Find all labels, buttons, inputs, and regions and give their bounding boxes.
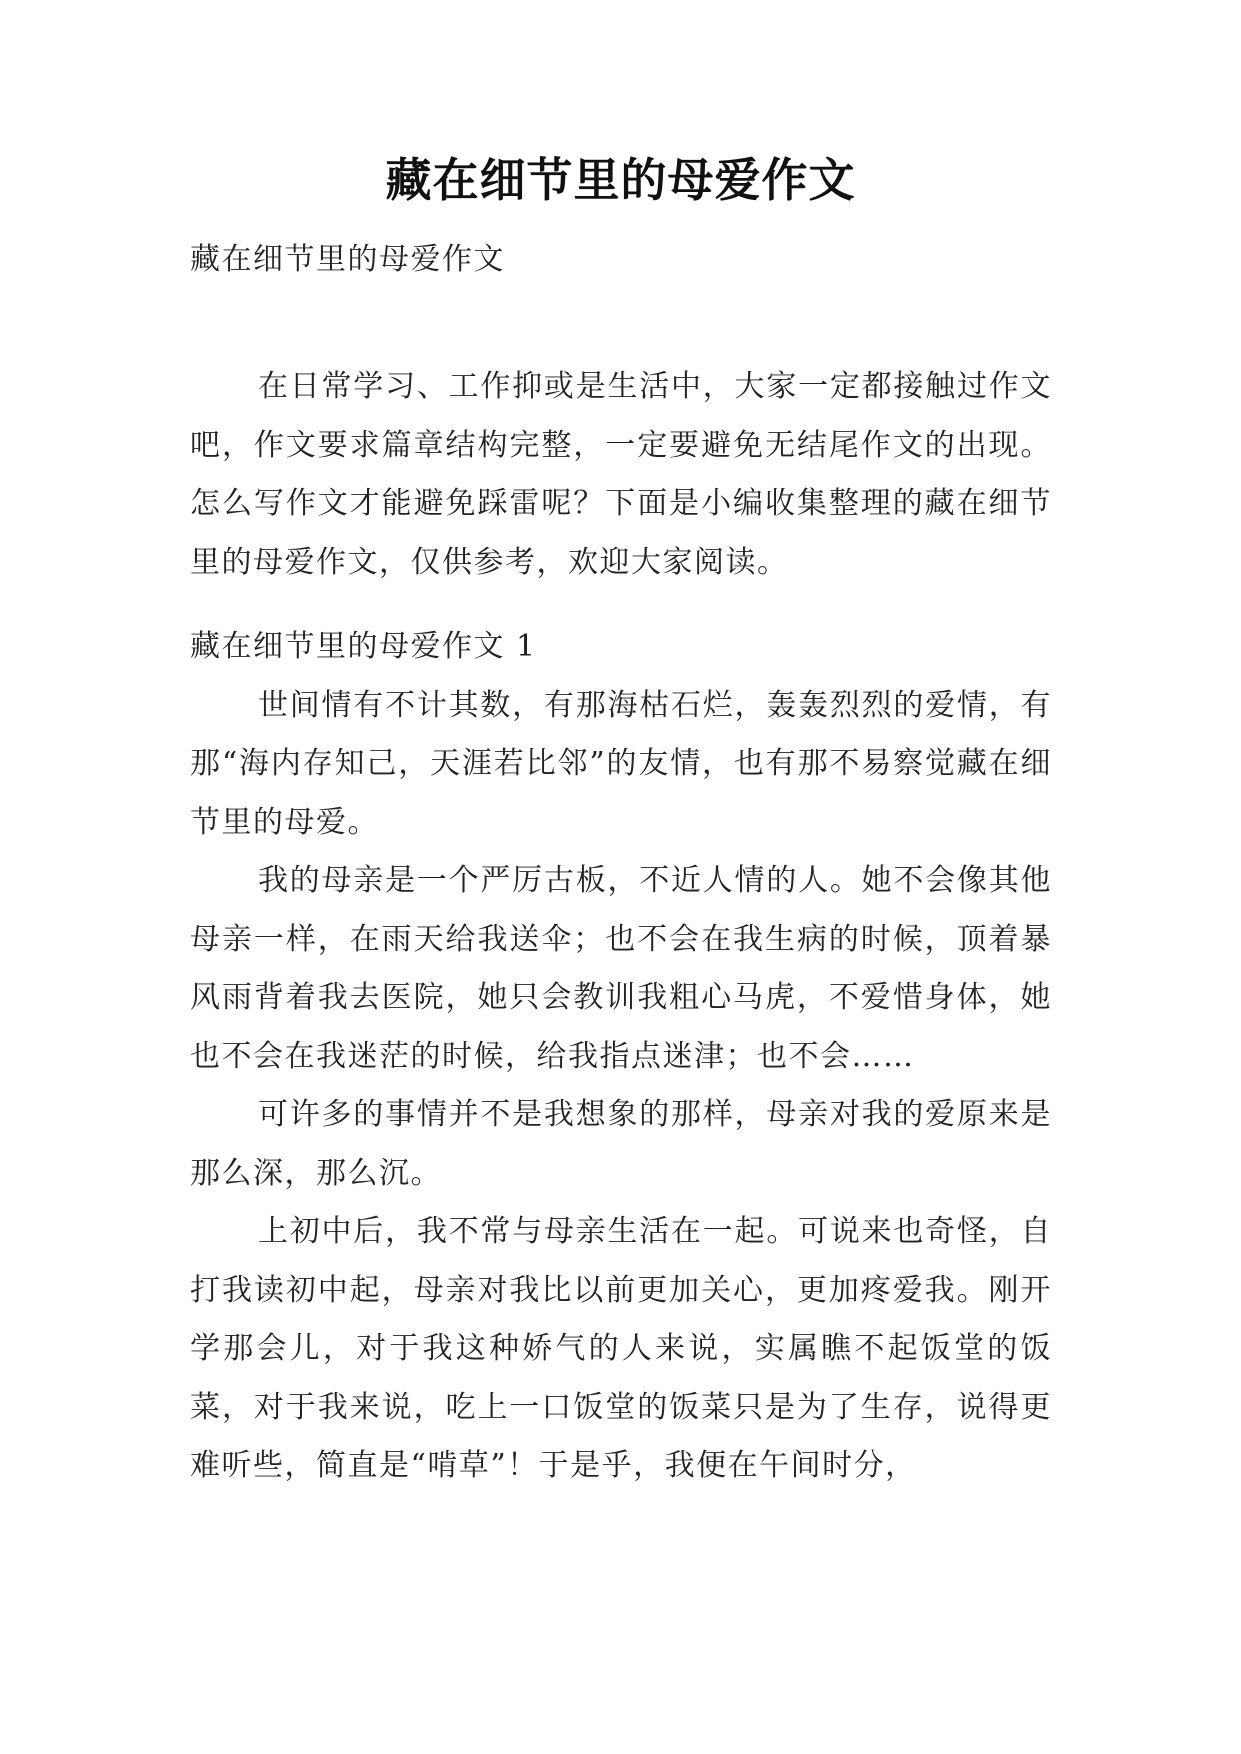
intro-block (190, 358, 1052, 592)
section-heading: 藏在细节里的母爱作文 1 (190, 629, 537, 664)
essay-block (190, 618, 1052, 1496)
essay-paragraph: 我的母亲是一个严厉古板，不近人情的人。她不会像其他母亲一样，在雨天给我送伞；也不会在我生病的时候，顶着暴风雨背着我去医院，她只会教训我粗心马虎，不爱惜身体，她也不会在我迷茫的时候，给我指点迷津；也不会…… (190, 863, 1052, 1074)
intro-paragraph: 在日常学习、工作抑或是生活中，大家一定都接触过作文吧，作文要求篇章结构完整，一定要避免无结尾作文的出现。怎么写作文才能避免踩雷呢？下面是小编收集整理的藏在细节里的母爱作文，仅供参考，欢迎大家阅读。 (190, 369, 1052, 580)
document-subtitle: 藏在细节里的母爱作文 (190, 242, 505, 277)
essay-paragraph: 上初中后，我不常与母亲生活在一起。可说来也奇怪，自打我读初中起，母亲对我比以前更加关心，更加疼爱我。刚开学那会儿，对于我这种娇气的人来说，实属瞧不起饭堂的饭菜，对于我来说，吃上一口饭堂的饭菜只是为了生存，说得更难听些，简直是“啃草”！于是乎，我便在午间时分， (190, 1214, 1052, 1483)
essay-paragraph: 世间情有不计其数，有那海枯石烂，轰轰烈烈的爱情，有那“海内存知己，天涯若比邻”的友情，也有那不易察觉藏在细节里的母爱。 (190, 687, 1052, 840)
page-title: 藏在细节里的母爱作文 (385, 153, 856, 207)
essay-paragraph: 可许多的事情并不是我想象的那样，母亲对我的爱原来是那么深，那么沉。 (190, 1097, 1052, 1191)
document-subtitle-block (190, 231, 1052, 290)
